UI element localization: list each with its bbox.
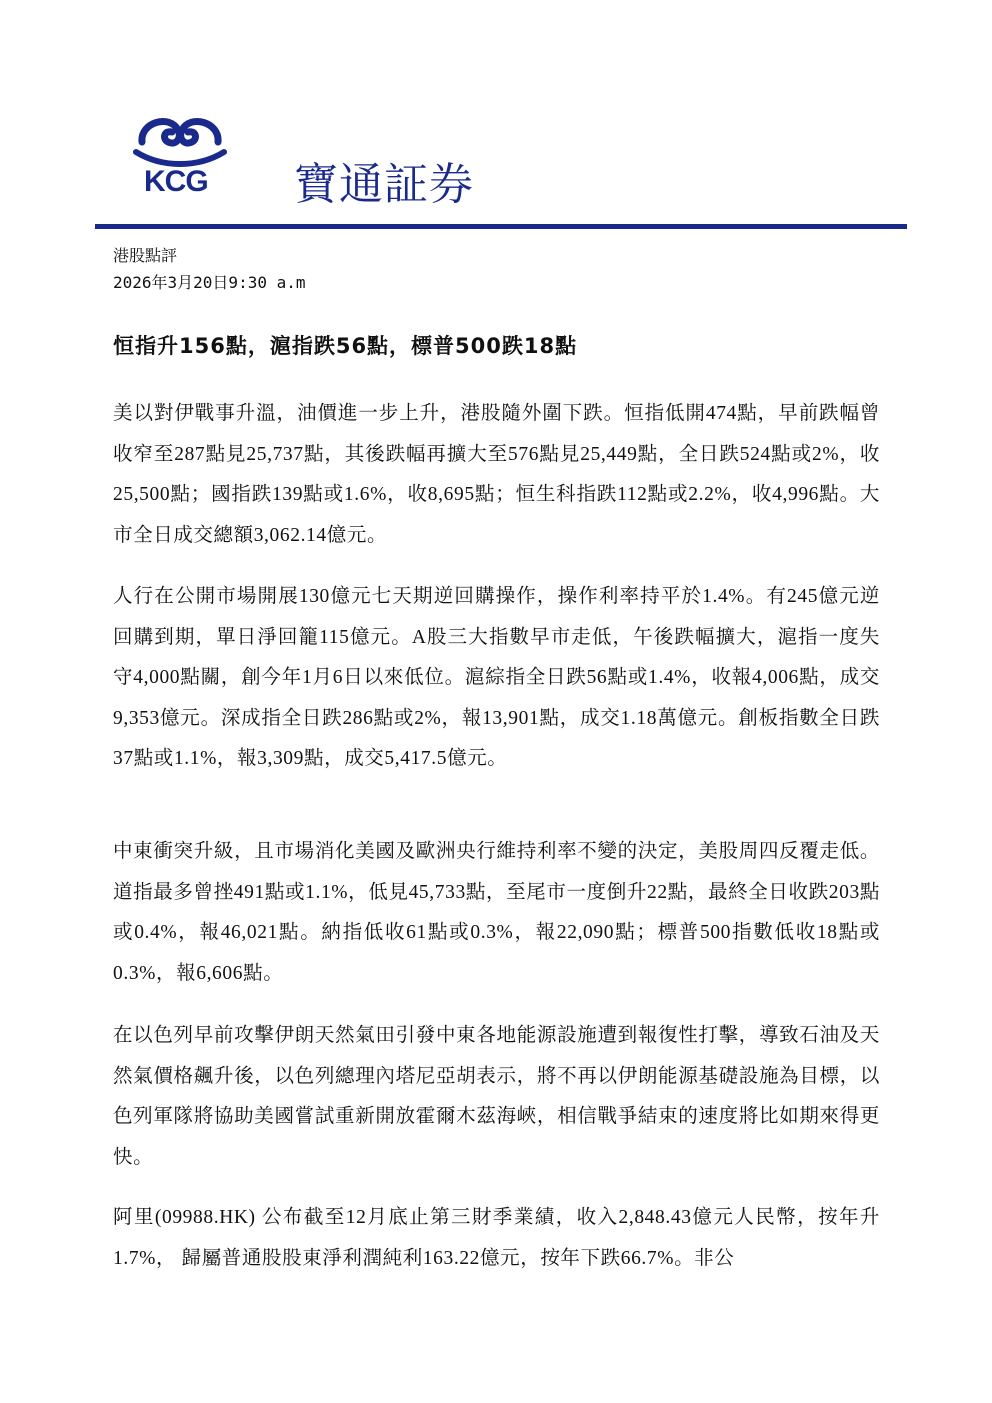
paragraph-middle-east: 在以色列早前攻擊伊朗天然氣田引發中東各地能源設施遭到報復性打擊，導致石油及天然氣價格飆升後，以色列總理內塔尼亞胡表示，將不再以伊朗能源基礎設施為目標，以色列軍隊將協助美國嘗試重新開放霍爾木茲海峽，相信戰爭結束的速度將比如期來得更快。 [113,1025,880,1168]
company-name: 寶通証券 [294,159,474,210]
report-category: 港股點評 [113,246,178,265]
paragraph-alibaba: 阿里(09988.HK) 公布截至12月底止第三財季業績，收入2,848.43億元人民幣，按年升1.7%， 歸屬普通股股東淨利潤純利163.22億元，按年下跌66.7%。非公 [113,1207,880,1269]
paragraph-china-market: 人行在公開市場開展130億元七天期逆回購操作，操作利率持平於1.4%。有245億元逆回購到期，單日淨回籠115億元。A股三大指數早市走低，午後跌幅擴大，滬指一度失守4,000點關，創今年1月6日以來低位。滬綜指全日跌56點或1.4%，收報4,006點，成交9,353億元。深成指全日跌286點或2%，報13,901點，成交1.18萬億元。創板指數全日跌37點或1.1%，報3,309點，成交5,417.5億元。 [113,586,880,770]
kcg-emblem-icon [132,112,228,172]
header-divider [95,224,907,229]
paragraph-hk-market: 美以對伊戰事升溫，油價進一步上升，港股隨外圍下跌。恒指低開474點，早前跌幅曾收窄至287點見25,737點，其後跌幅再擴大至576點見25,449點，全日跌524點或2%，收25,500點；國指跌139點或1.6%，收8,695點；恒生科指跌112點或2.2%，收4,996點。大市全日成交總額3,062.14億元。 [113,403,880,546]
headline: 恒指升156點，滬指跌56點，標普500跌18點 [113,334,578,358]
logo-text: KCG [144,165,208,198]
report-datetime: 2026年3月20日9:30 a.m [113,273,306,292]
paragraph-us-market: 中東衝突升級，且市場消化美國及歐洲央行維持利率不變的決定，美股周四反覆走低。道指最多曾挫491點或1.1%，低見45,733點，至尾市一度倒升22點，最終全日收跌203點或0.4%，報46,021點。納指低收61點或0.3%，報22,090點；標普500指數低收18點或0.3%，報6,606點。 [113,841,880,984]
